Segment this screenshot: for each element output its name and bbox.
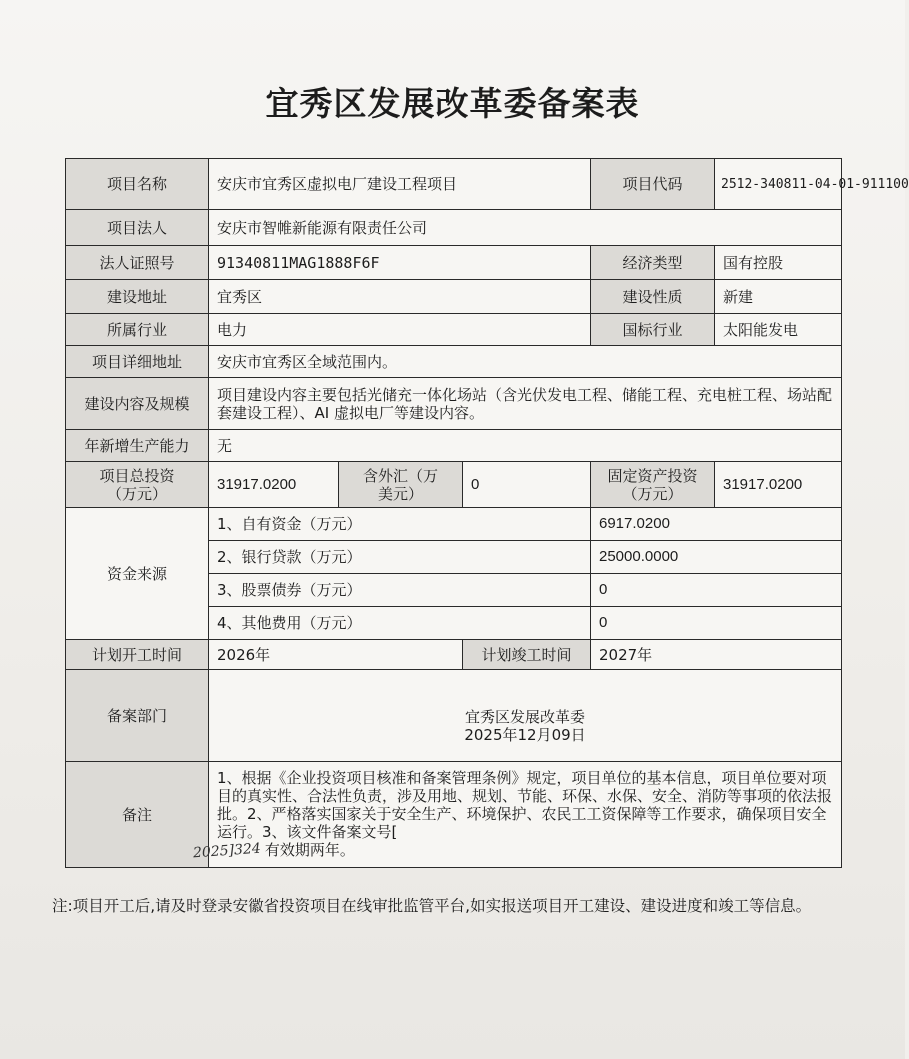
start-time-value: 2026年 bbox=[209, 640, 463, 670]
start-time-label: 计划开工时间 bbox=[66, 640, 209, 670]
project-code-text: 2512-340811-04-01-911100 bbox=[721, 177, 909, 192]
end-time-label: 计划竣工时间 bbox=[463, 640, 591, 670]
national-industry-label: 国标行业 bbox=[591, 314, 715, 346]
table-row bbox=[66, 508, 842, 541]
fixed-asset-value: 31917.0200 bbox=[715, 462, 842, 508]
scope-value: 项目建设内容主要包括光储充一体化场站（含光伏发电工程、储能工程、充电桩工程、场站配套建设工程）、AI 虚拟电厂等建设内容。 bbox=[209, 378, 842, 430]
remarks-text: 1、根据《企业投资项目核准和备案管理条例》规定，项目单位的基本信息，项目单位要对项目的真实性、合法性负责，涉及用地、规划、节能、环保、水保、安全、消防等事项的依法报批。2、严格落实国家关于安全生产、环境保护、农民工工资保障等工作要求，确保项目安全运行。3、该文件备案文号[ bbox=[217, 769, 833, 841]
forex-value: 0 bbox=[463, 462, 591, 508]
table-row bbox=[66, 246, 842, 280]
funding-item-label: 4、其他费用（万元） bbox=[209, 607, 591, 640]
table-row bbox=[66, 378, 842, 430]
footer-note: 注:项目开工后,请及时登录安徽省投资项目在线审批监管平台,如实报送项目开工建设、建设进度和竣工等信息。 bbox=[52, 897, 812, 915]
filing-department-name: 宜秀区发展改革委 bbox=[464, 707, 585, 726]
table-row bbox=[66, 210, 842, 246]
funding-item-value: 25000.0000 bbox=[591, 541, 842, 574]
page-title: 宜秀区发展改革委备案表 bbox=[265, 84, 640, 123]
funding-item-value: 0 bbox=[591, 574, 842, 607]
capacity-value: 无 bbox=[209, 430, 842, 462]
table-row bbox=[66, 762, 842, 868]
remarks-value bbox=[192, 762, 842, 868]
table-row bbox=[66, 346, 842, 378]
site-value: 宜秀区 bbox=[209, 280, 591, 314]
build-nature-label: 建设性质 bbox=[591, 280, 715, 314]
table-row bbox=[66, 280, 842, 314]
detail-address-value: 安庆市宜秀区全域范围内。 bbox=[209, 346, 842, 378]
table-row bbox=[66, 640, 842, 670]
total-investment-value: 31917.0200 bbox=[209, 462, 339, 508]
economic-type-label: 经济类型 bbox=[591, 246, 715, 280]
table-row bbox=[66, 430, 842, 462]
economic-type-value: 国有控股 bbox=[715, 246, 842, 280]
filing-form-table bbox=[65, 158, 909, 868]
table-row bbox=[66, 670, 842, 762]
total-investment-label: 项目总投资（万元） bbox=[66, 462, 209, 508]
fixed-asset-label: 固定资产投资（万元） bbox=[591, 462, 715, 508]
table-row bbox=[66, 314, 842, 346]
funding-item-label: 2、银行贷款（万元） bbox=[209, 541, 591, 574]
filing-department-cell bbox=[209, 670, 842, 762]
industry-value: 电力 bbox=[209, 314, 591, 346]
table-row bbox=[66, 462, 842, 508]
funding-item-label: 3、股票债券（万元） bbox=[209, 574, 591, 607]
detail-address-label: 项目详细地址 bbox=[66, 346, 209, 378]
funding-label: 资金来源 bbox=[66, 508, 209, 640]
forex-label: 含外汇（万美元） bbox=[339, 462, 463, 508]
legal-person-label: 项目法人 bbox=[66, 210, 209, 246]
funding-item-value: 6917.0200 bbox=[591, 508, 842, 541]
funding-item-value: 0 bbox=[591, 607, 842, 640]
project-name-value: 安庆市宜秀区虚拟电厂建设工程项目 bbox=[209, 159, 591, 210]
site-label: 建设地址 bbox=[66, 280, 209, 314]
filing-department-label: 备案部门 bbox=[66, 670, 209, 762]
capacity-label: 年新增生产能力 bbox=[66, 430, 209, 462]
handwritten-filing-number: 2025]324 bbox=[192, 840, 262, 862]
filing-date: 2025年12月09日 bbox=[464, 725, 586, 744]
legal-person-value: 安庆市智帷新能源有限责任公司 bbox=[209, 210, 842, 246]
project-code-value bbox=[715, 159, 909, 210]
table-row bbox=[66, 159, 842, 210]
scope-label: 建设内容及规模 bbox=[66, 378, 209, 430]
project-code-label: 项目代码 bbox=[591, 159, 715, 210]
end-time-value: 2027年 bbox=[591, 640, 842, 670]
license-value: 91340811MAG1888F6F bbox=[209, 246, 591, 280]
national-industry-value: 太阳能发电 bbox=[715, 314, 842, 346]
license-label: 法人证照号 bbox=[66, 246, 209, 280]
industry-label: 所属行业 bbox=[66, 314, 209, 346]
funding-item-label: 1、自有资金（万元） bbox=[209, 508, 591, 541]
remarks-tail: 有效期两年。 bbox=[264, 841, 355, 859]
remarks-label: 备注 bbox=[66, 762, 209, 868]
project-name-label: 项目名称 bbox=[66, 159, 209, 210]
build-nature-value: 新建 bbox=[715, 280, 842, 314]
